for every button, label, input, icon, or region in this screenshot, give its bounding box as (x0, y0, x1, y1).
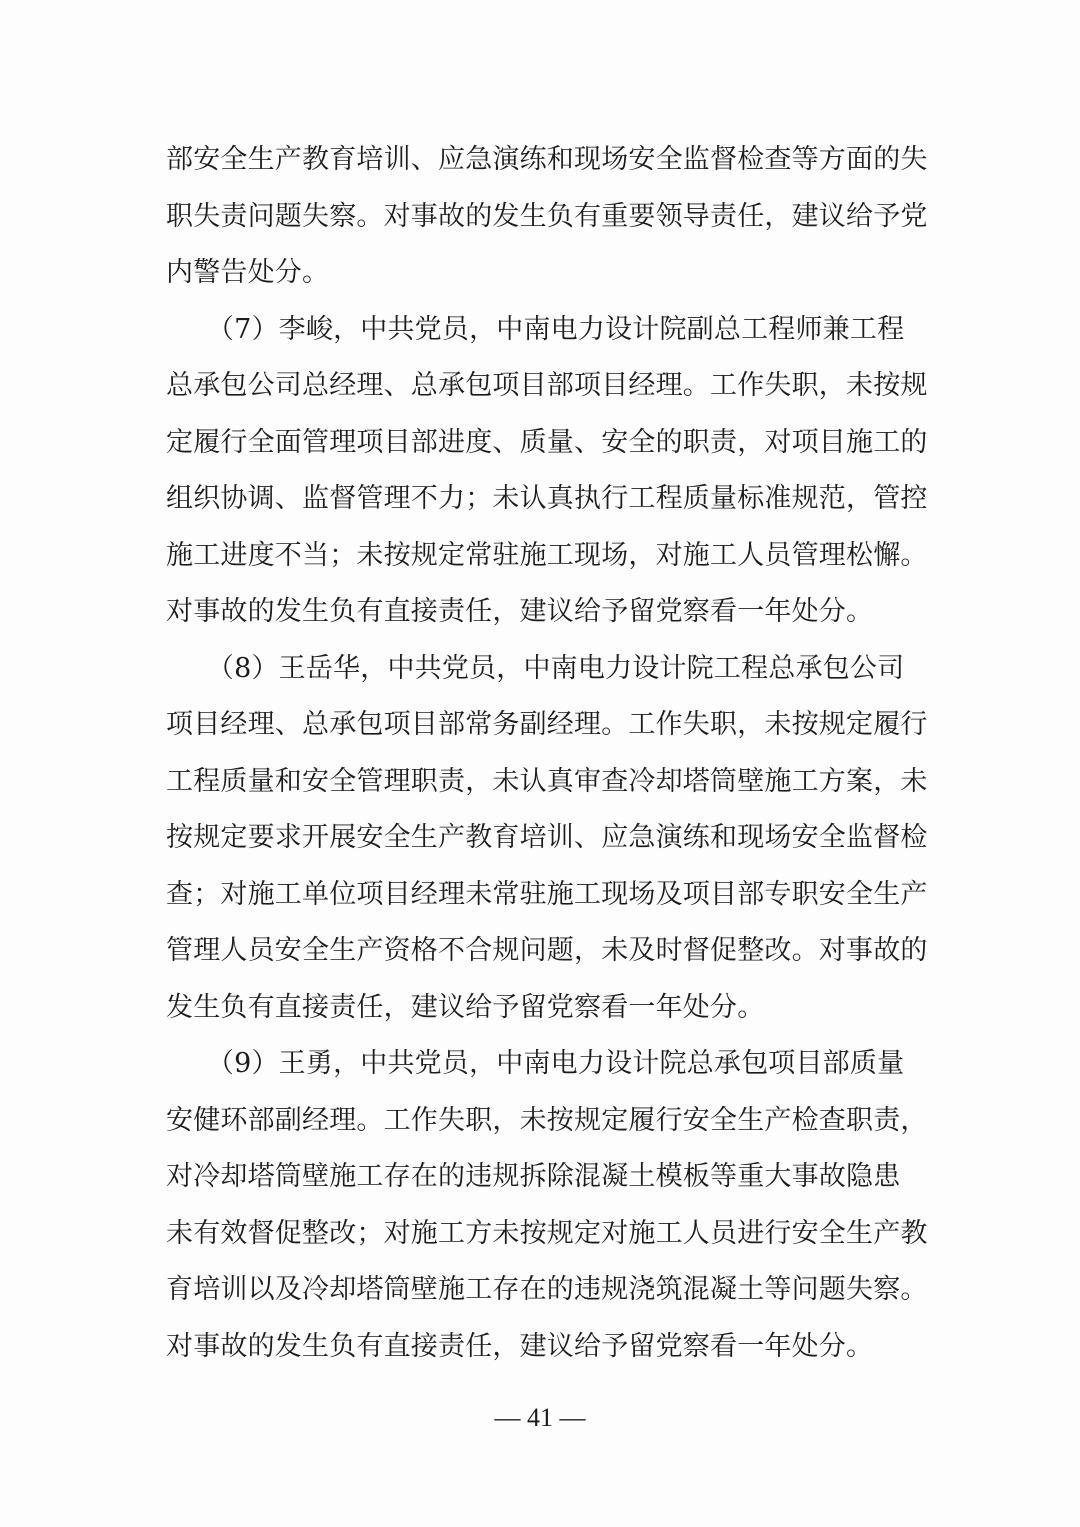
text-line: 未有效督促整改；对施工方未按规定对施工人员进行安全生产教 (166, 1217, 928, 1249)
text-line: 安健环部副经理。工作失职，未按规定履行安全生产检查职责， (166, 1104, 928, 1136)
text-line: 项目经理、总承包项目部常务副经理。工作失职，未按规定履行 (166, 709, 928, 740)
text-line: 定履行全面管理项目部进度、质量、安全的职责，对项目施工的 (166, 426, 928, 458)
text-line: 按规定要求开展安全生产教育培训、应急演练和现场安全监督检 (166, 822, 928, 853)
text-line: 内警告处分。 (166, 257, 330, 288)
paragraph-7-start: （7）李峻，中共党员，中南电力设计院副总工程师兼工程 (166, 313, 905, 345)
text-line: 工程质量和安全管理职责，未认真审查冷却塔筒壁施工方案，未 (166, 765, 928, 797)
text-line: 对事故的发生负有直接责任，建议给予留党察看一年处分。 (166, 1330, 874, 1362)
text-line: 发生负有直接责任，建议给予留党察看一年处分。 (166, 991, 765, 1023)
text-line: 对冷却塔筒壁施工存在的违规拆除混凝土模板等重大事故隐患 (166, 1161, 901, 1192)
text-line: 育培训以及冷却塔筒壁施工存在的违规浇筑混凝土等问题失察。 (166, 1274, 928, 1305)
text-line: 管理人员安全生产资格不合规问题，未及时督促整改。对事故的 (166, 935, 928, 966)
text-line: 对事故的发生负有直接责任，建议给予留党察看一年处分。 (166, 596, 874, 627)
paragraph-9-start: （9）王勇，中共党员，中南电力设计院总承包项目部质量 (166, 1048, 905, 1079)
text-line: 组织协调、监督管理不力；未认真执行工程质量标准规范，管控 (166, 483, 928, 514)
text-line: 总承包公司总经理、总承包项目部项目经理。工作失职，未按规 (166, 370, 928, 401)
text-line: 查；对施工单位项目经理未常驻施工现场及项目部专职安全生产 (166, 878, 928, 910)
document-body (166, 132, 928, 1375)
paragraph-8-start: （8）王岳华，中共党员，中南电力设计院工程总承包公司 (166, 652, 905, 684)
text-line: 职失责问题失察。对事故的发生负有重要领导责任，建议给予党 (166, 200, 928, 232)
text-line: 施工进度不当；未按规定常驻施工现场，对施工人员管理松懈。 (166, 539, 928, 571)
page-number: — 41 — (494, 1403, 586, 1432)
text-line: 部安全生产教育培训、应急演练和现场安全监督检查等方面的失 (166, 144, 928, 175)
